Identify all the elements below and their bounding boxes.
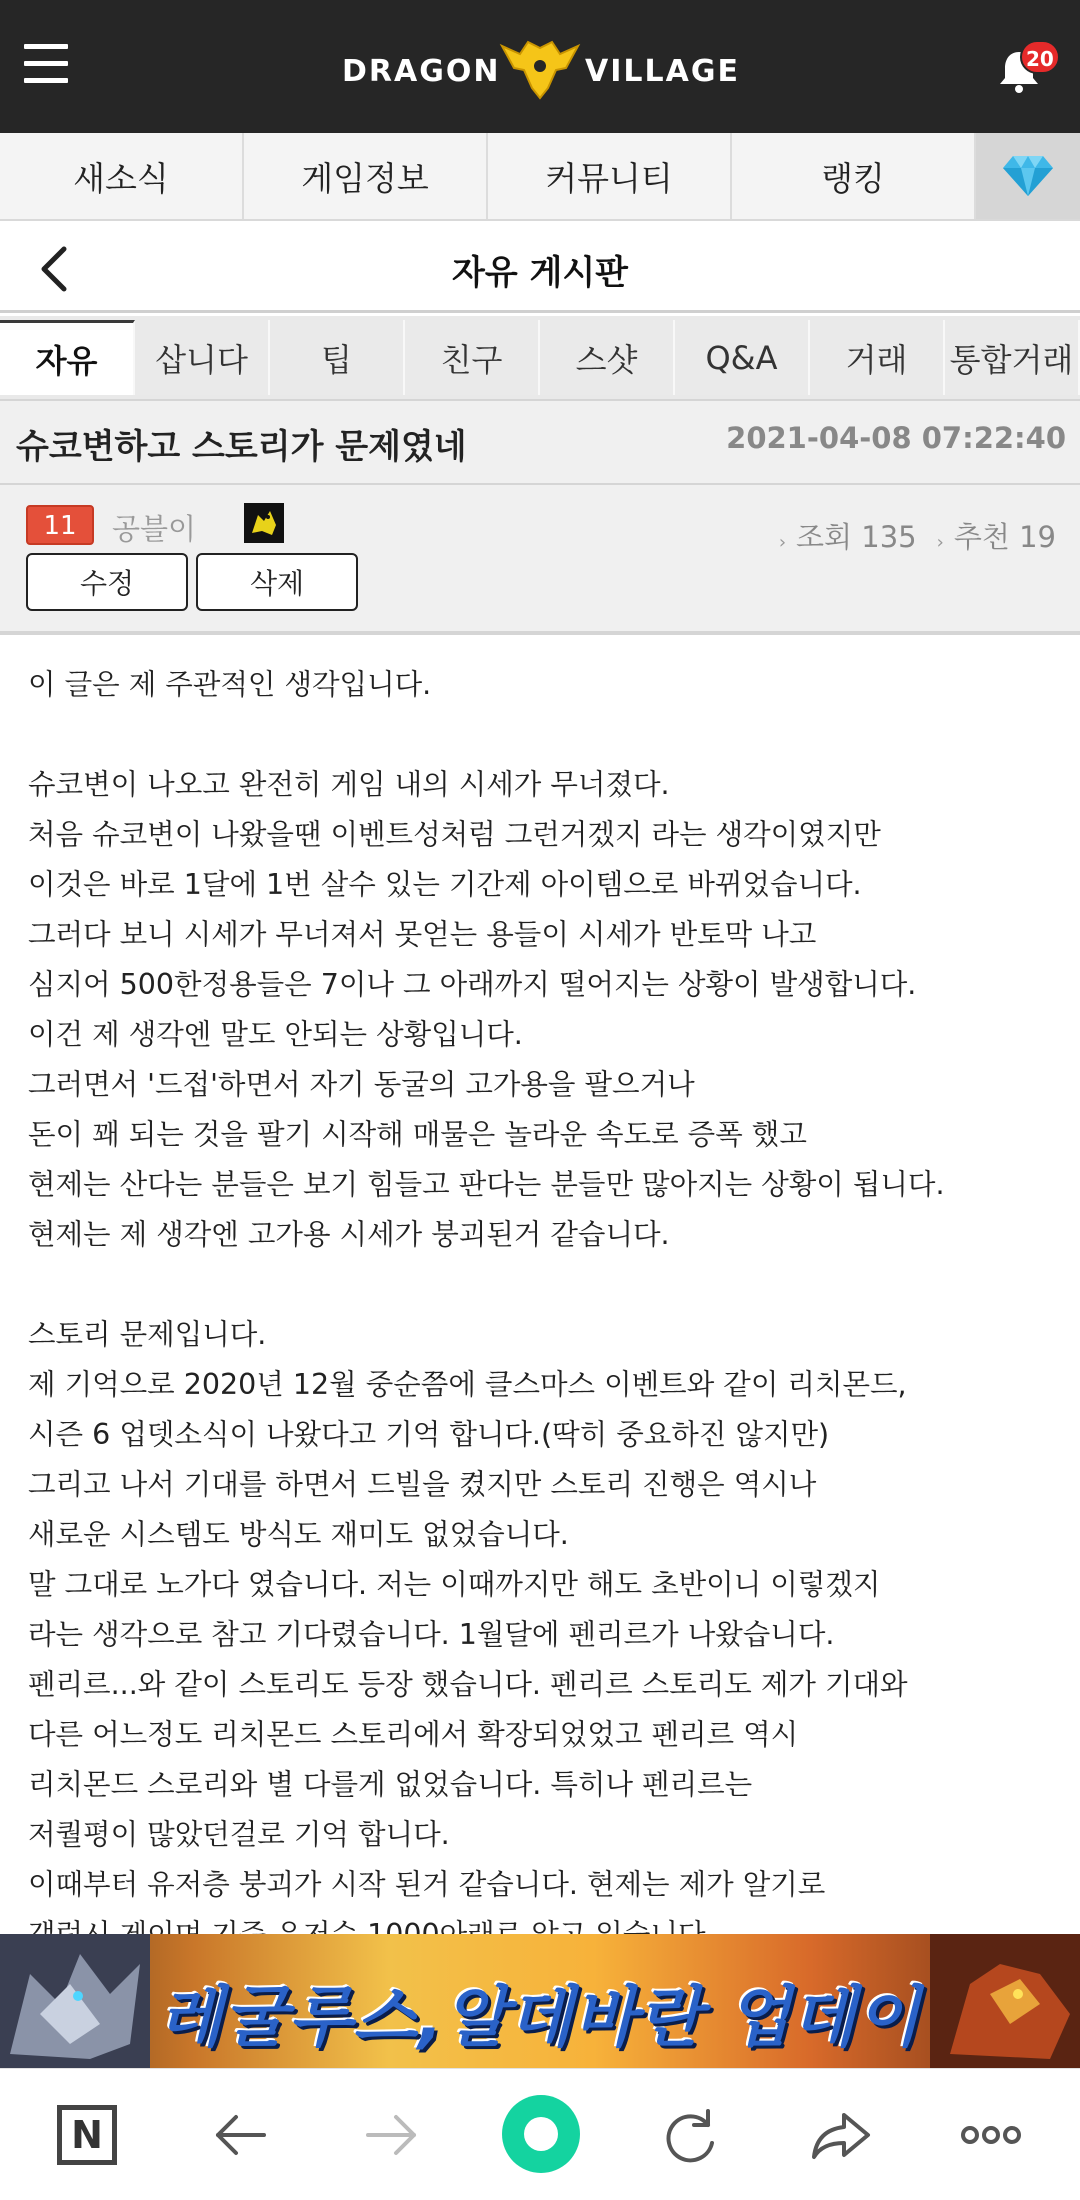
body-line: 그리고 나서 기대를 하면서 드빌을 켰지만 스토리 진행은 역시나 [28,1468,817,1501]
body-line [28,710,1052,760]
logo-text-left: DRAGON [342,54,501,89]
body-line: 심지어 500한정용들은 7이나 그 아래까지 떨어지는 상황이 발생합니다. [28,968,917,1001]
home-icon[interactable] [502,2095,580,2173]
tab-qna[interactable]: Q&A [675,320,810,395]
tab-buy[interactable]: 삽니다 [135,320,270,395]
body-line: 저퀄평이 많았던걸로 기억 합니다. [28,1818,450,1851]
body-line: 새로운 시스템도 방식도 재미도 없었습니다. [28,1518,569,1551]
view-count-label: 조회 135 [796,520,917,554]
tab-free[interactable]: 자유 [0,320,135,395]
body-line: 처음 슈코변이 나왔을땐 이벤트성처럼 그런거겠지 라는 생각이였지만 [28,818,881,851]
body-line: 현제는 산다는 분들은 보기 힘들고 판다는 분들만 많아지는 상황이 됩니다. [28,1168,945,1201]
body-line: 펜리르...와 같이 스토리도 등장 했습니다. 펜리르 스토리도 제가 기대와 [28,1668,908,1701]
post-meta [0,485,1080,635]
recommend-count [937,515,1056,556]
body-line: 라는 생각으로 참고 기다렸습니다. 1월달에 펜리르가 나왔습니다. [28,1618,835,1651]
body-line: 스토리 문제입니다. [28,1318,267,1351]
board-tabs [0,316,1080,399]
body-line [28,1260,1052,1310]
body-line: 리치몬드 스로리와 별 다를게 없었습니다. 특히나 펜리르는 [28,1768,753,1801]
edit-button[interactable]: 수정 [26,553,188,611]
update-banner[interactable] [0,1934,1080,2068]
body-line: 이때부터 유저층 붕괴가 시작 된거 같습니다. 현제는 제가 알기로 [28,1868,826,1901]
more-icon[interactable] [956,2103,1026,2167]
refresh-icon[interactable] [656,2103,726,2167]
body-line: 돈이 꽤 되는 것을 팔기 시작해 매물은 놀라운 속도로 증폭 했고 [28,1118,807,1151]
n-tab-icon[interactable] [52,2103,122,2167]
n-tab-label: N [57,2105,117,2165]
dragon-art-right-icon [930,1934,1080,2068]
dragon-avatar-icon [244,503,284,543]
tab-friend[interactable]: 친구 [405,320,540,395]
share-icon[interactable] [806,2103,876,2167]
body-line: 슈코변이 나오고 완전히 게임 내의 시세가 무너졌다. [28,768,670,801]
view-count [779,515,917,556]
home-icon-inner [524,2117,558,2151]
body-line: 이 글은 제 주관적인 생각입니다. [28,668,432,701]
forward-arrow-icon[interactable] [356,2103,426,2167]
nav-item-community[interactable]: 커뮤니티 [488,133,732,219]
nav-item-ranking[interactable]: 랭킹 [732,133,976,219]
body-line: 현제는 제 생각엔 고가용 시세가 붕괴된거 같습니다. [28,1218,670,1251]
body-line: 다른 어느정도 리치몬드 스토리에서 확장되었었고 펜리르 역시 [28,1718,799,1751]
dragon-emblem-icon [498,40,582,100]
tab-trade[interactable]: 거래 [810,320,945,395]
post-date: 2021-04-08 07:22:40 [726,421,1066,455]
post-author[interactable]: 공블이 [112,512,197,546]
tab-tip[interactable]: 팁 [270,320,405,395]
back-arrow-icon[interactable] [206,2103,276,2167]
post-body [0,640,1080,1934]
app-header [0,0,1080,133]
nav-item-game-info[interactable]: 게임정보 [244,133,488,219]
browser-bottom-bar [0,2068,1080,2200]
body-line: 그러면서 '드접'하면서 자기 동굴의 고가용을 팔으거나 [28,1068,695,1101]
delete-button[interactable]: 삭제 [196,553,358,611]
banner-text: 레굴루스,알데바란 업데이 [158,1979,922,2056]
post-header [0,399,1080,485]
body-line: 이것은 바로 1달에 1번 살수 있는 기간제 아이템으로 바뀌었습니다. [28,868,862,901]
tab-integrated-trade[interactable]: 통합거래 [945,320,1080,395]
recommend-count-label: 추천 19 [953,520,1056,554]
tab-screenshot[interactable]: 스샷 [540,320,675,395]
page-title: 자유 게시판 [451,253,629,293]
page-header [0,221,1080,313]
caret-icon: › [936,532,944,553]
body-line: 제 기억으로 2020년 12월 중순쯤에 클스마스 이벤트와 같이 리치몬드, [28,1368,907,1401]
body-line: 시즌 6 업뎃소식이 나왔다고 기억 합니다.(딱히 중요하진 않지만) [28,1418,830,1451]
menu-icon[interactable] [24,44,68,84]
dragon-village-logo[interactable] [340,40,740,100]
body-line: 그러다 보니 시세가 무너져서 못얻는 용들이 시세가 반토막 나고 [28,918,817,951]
logo-text-right: VILLAGE [585,54,740,89]
post-title: 슈코변하고 스토리가 문제였네 [16,427,467,467]
main-nav [0,133,1080,221]
body-line: 말 그대로 노가다 였습니다. 저는 이때까지만 해도 초반이니 이렇겠지 [28,1568,881,1601]
user-level-badge: 11 [26,505,94,545]
body-line: 이건 제 생각엔 말도 안되는 상황입니다. [28,1018,523,1051]
nav-item-news[interactable]: 새소식 [0,133,244,219]
gem-shop-button[interactable] [976,133,1080,219]
post-stats [779,515,1056,556]
caret-icon: › [778,532,787,553]
notification-badge: 20 [1020,40,1060,74]
diamond-icon [1001,154,1055,198]
